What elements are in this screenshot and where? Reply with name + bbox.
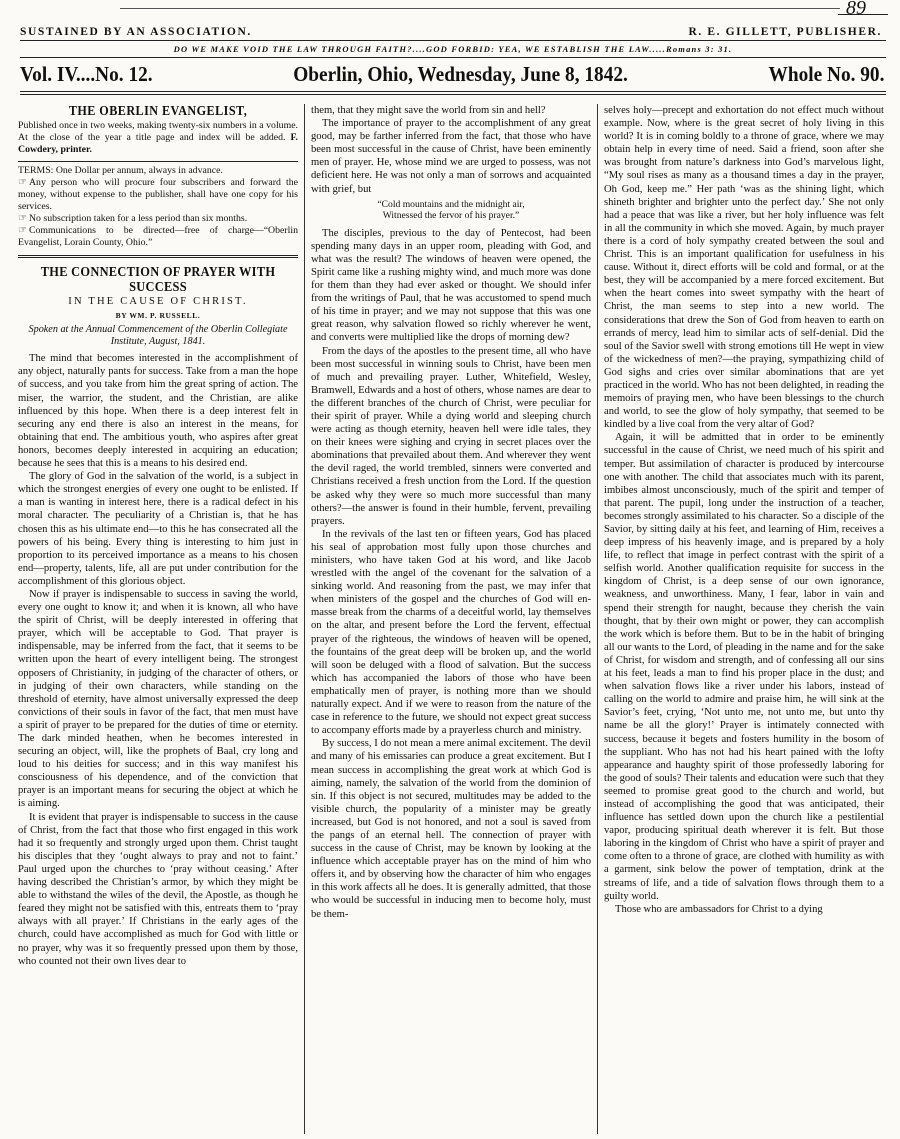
article-byline: BY WM. P. RUSSELL. (115, 311, 201, 321)
motto: DO WE MAKE VOID THE LAW THROUGH FAITH?....GOD FORBID: YEA, WE ESTABLISH THE LAW.....Romans 3: 31. (173, 44, 733, 54)
article-title: THE CONNECTION OF PRAYER WITH SUCCESS (40, 264, 276, 295)
notice-terms: TERMS: One Dollar per annum, always in advance. (18, 165, 223, 177)
page-number-underline (838, 14, 888, 15)
paragraph: The disciples, previous to the day of Pentecost, had been spending many days in an upper room, pleading with God, and what was the result? The windows of heaven were opened, the Spirit came like a rushing mighty wind, and much more was done for them than they had ever asked or thought. We should infer from the writings of Paul, that he was accustomed to spend much of his time in prayer; and we may not suppose that this was one great reason, why salvation flowed so richly wherever he went, and converts were multiplied like the drops of morning dew? (311, 227, 591, 344)
pointing-hand-icon: ☞ (18, 177, 27, 189)
publisher-line: R. E. GILLETT, PUBLISHER. (688, 26, 882, 38)
notice-term-1: ☞ Any person who will procure four subscribers and forward the money, without expense to the publisher, shall have one copy for his services. (18, 177, 298, 213)
pointing-hand-icon: ☞ (18, 213, 27, 225)
verse-quote: “Cold mountains and the midnight air, Witnessed the fervor of his prayer.” (377, 198, 525, 222)
columns (12, 104, 890, 1134)
notice-term-3: ☞ Communications to be directed—free of charge—“Oberlin Evangelist, Lorain County, Ohio.” (18, 225, 298, 249)
paragraph: In the revivals of the last ten or fifteen years, God has placed his seal of approbation most fully upon those churches and ministers, who have taken God at his word, and like Jacob wrestled with the angel of the covenant for the salvation of a sinking world. And reasoning from the past, we may infer that when ministers of the gospel and the churches of God will en-masse break from the charms of a deceitful world, lay themselves on the altar, and present before the Lord the fervent, effectual prayer of the righteous, the windows of heaven will be opened, the fountains of the great deep will be broken up, and the world will soon be deluged with a flood of salvation. But the success which has accompanied the labors of those who have been emphatically men of prayer, is nothing more than we should naturally expect. And if we were to reason from the nature of the case in reference to the future, we should not expect great success to accompany efforts made by a prayerless church and ministry. (311, 528, 591, 737)
column-1 (12, 104, 304, 1134)
article-separator (18, 255, 298, 258)
paragraph: From the days of the apostles to the present time, all who have been most successful in winning souls to Christ, have been men of much and prevailing prayer. Luther, Whitefield, Wesley, Bramwell, Edwards and a host of others, whose names are dear to the different branches of the church of Christ, were peculiar for their spirit of prayer. While a dying world and sleeping church were acting as though eternity, heaven hell were idle tales, they on their knees were sighing and crying in secret places over the abominations that prevailed about them. And wherever they went the devil raged, the world trembled, sinners were converted and Christians received a fresh unction from the Lord. If the question be asked why they were so much more successful than many others?—the answer is found in their humble, fervent, prevailing prayers. (311, 345, 591, 527)
page-number: 89 (846, 0, 866, 19)
paragraph: By success, I do not mean a mere animal excitement. The devil and many of his emissaries can produce a great excitement. But I mean success in accomplishing the great work at which God is aiming, namely, the salvation of the world from the dominion of sin. If this object is not secured, multitudes may be added to the visible church, the popularity of a minister may be greatly increased, but God is not honored, and not a soul is saved from the pangs of an eternal hell. The connection of prayer with success in the cause of Christ, may be known by looking at the influence which acceptable prayer has on the mind of him who offers it, and by observing how the character of him who engages in this work affects all he does. It is generally admitted, that those who would be successful in inducing men to become holy, must be them- (311, 738, 591, 920)
paragraph: The glory of God in the salvation of the world, is a subject in which the strongest energies of every one ought to be enlisted. If a man is wanting in interest here, there is a radical defect in his moral character. The peculiarity of a Christian is, that he has chosen this as his ultimate end—to this he has consecrated all the powers of his being. Every thing is interesting to him just in proportion to its perceived importance as a means to his chosen end—property, talents, life, all are put under contribution for the accomplishment of this glorious object. (18, 471, 298, 587)
paragraph: selves holy—precept and exhortation do not effect much without example. Now, where is the great secret of holy living in this world? It is in coming boldly to a throne of grace, where we may obtain help in every time of need. Said a friend, soon after she was brought from nature’s darkness into God’s marvelous light, “My soul rises as many as a thousand times a day in the prayer, Oh God, keep me.” Her path ‘was as the shining light, which shineth brighter and brighter unto the perfect day.’ She not only had a peace that was like a river, but her holy influence was felt in all the community in which she moved. Again, by much prayer there is a cord of holy sympathy created between the soul and Christ. This is an important qualification for usefulness in his cause. Without it, direct efforts will be cold and formal, or at the best, they will be accompanied by a mere forced excitement. But when the heart comes into sweet sympathy with the heart of Christ, the man seems to step into a new world. The considerations that drew the Son of God from heaven to earth on errands of mercy, lead him to similar acts of self-denial. Did the soul of the Savior swell with strong emotions till He wept in view of the wickedness of men?—the praying, sympathizing child of God sighs and cries over similar abominations that are yet practiced in the world. Who has not been delighted, in reading the memoirs of praying men, who have been blessings to the church and world, to see the glow of holy sympathy, that seemed to be kindled by a live coal from the very altar of God? (604, 105, 884, 431)
dateline (20, 58, 884, 91)
place-date: Oberlin, Ohio, Wednesday, June 8, 1842. (293, 62, 628, 86)
association-line: SUSTAINED BY AN ASSOCIATION. (20, 26, 252, 38)
column-2 (304, 104, 597, 1134)
paragraph: them, that they might save the world from sin and hell? (311, 105, 546, 116)
volume-number: Vol. IV....No. 12. (20, 62, 153, 86)
paragraph: Again, it will be admitted that in order to be eminently successful in the cause of Christ, we need much of his spirit and temper. But assimilation of character is produced by intercourse one with another. The child that associates much with its parent, imbibes almost unconsciously, much of the spirit and temper of that parent. The pupil, long under the instruction of a teacher, becomes strongly assimilated to his character. So a disciple of the Savior, by sitting daily at his feet, and learning of Him, receives a deep impress of his heavenly image, and is prepared by a holy life, to reflect that image in perfect contrast with the spirit of a selfish world. Another qualification requisite for success in the kingdom of Christ, is a deep sense of our own ignorance, weakness, and unworthiness. Many, I fear, labor in vain and spend their strength for naught, because they cherish the vain thought, that by their own might or power, they can accomplish the work which is before them. But to be in the habit of bringing all our wants to the Lord, of pleading in the name and for the sake of Christ, for wisdom and strength, and of confessing all our sins at his feet, leads a man to find his proper place in the dust; and when salvation flows like a river under his labors, instead of calling on the world to admire and praise him, he will sink at the Savior’s feet, crying, ‘Not unto me, not unto me, but unto thy name be all the glory!’ Prayer is intimately connected with success, because it begets and fosters humility in the bosom of the suppliant. Who has not had his heart pained with the lofty appearance and haughty spirit of those professedly laboring for the good of souls? Their talents and education were such that they seemed to promise great good to the church and world, but instead of accomplishing the good that was anticipated, their influence has settled down upon the church like a pestilential vapor, producing spiritual death wherever it is felt. But those laboring in the kingdom of Christ who have a spirit of prayer and come often to a throne of grace, are clothed with humility as with a garment, sink below the power of temptation, drink at the streams of life, and a tide of salvation flows through them to a guilty world. (604, 432, 884, 902)
column-3 (597, 104, 890, 1134)
notice-rule (18, 161, 298, 162)
article-subtitle: IN THE CAUSE OF CHRIST. (68, 296, 248, 308)
paragraph: It is evident that prayer is indispensable to success in the cause of Christ, from the fact that those who first engaged in this work had it so frequently and strongly urged upon them. Christ taught his disciples that they ‘ought always to pray and not to faint.’ Paul urged upon the churches to ‘pray without ceasing.’ After having described the Christian’s armor, by which they might be able to withstand the wiles of the devil, the Apostle, as though he feared they might not be satisfied with this, entreats them to ‘pray always with all prayer.’ If Christians in the early ages of the church, could have accomplished as much for God with little or no prayer, why was it so frequently pressed upon them by those, who counted not their own lives dear to (18, 811, 298, 967)
dateline-rule (20, 91, 886, 92)
paragraph: The mind that becomes interested in the accomplishment of any object, naturally pants for success. Take from a man the hope of success, and you take from him the great spring of action. The miser, the warrior, the student, and the Christian, are alike influenced by this hope. When there is a deep interest felt in securing any end there is also an interest in the means, for obtaining that end. The ambitious youth, who aspires after great honors, becomes deeply interested in acquiring an education; because he sees that this is a means to his desired end. (18, 353, 298, 470)
paragraph: Now if prayer is indispensable to success in saving the world, every one ought to know it; and when it is known, all who have the spirit of Christ, will be deeply interested in offering that prayer, which will be acceptable to God. That prayer is indispensable, may be inferred from the fact, that it seems to be written upon the heart of every intelligent being. The strongest opposers of Christianity, in judging of the character of others, or in judging of their own characters, while standing on the threshold of eternity, have almost universally expressed the deep convictions of their souls in favor of the fact, that men must have a spirit of prayer to be prepared for the duties of time or eternity. The dark minded heathen, when he becomes interested in securing an object, will, like the prophets of Baal, cry long and loud to his deities for success; and in this way manifest his consciousness of his dependence, and of the conviction that prayer is an important means for securing the object at which he is aiming. (18, 588, 298, 810)
printer-credit: F. Cowdery, printer. (18, 132, 298, 156)
dateline-rule-2 (20, 94, 886, 95)
notice-title: THE OBERLIN EVANGELIST, (68, 104, 248, 118)
top-edge-rule (120, 8, 840, 9)
notice-text: Published once in two weeks, making twenty-six numbers in a volume. At the close of the year a title page and index will be added. F. Cowdery, printer. (18, 120, 298, 156)
notice-term-2: ☞ No subscription taken for a less period than six months. (18, 213, 248, 225)
paragraph: The importance of prayer to the accomplishment of any great good, may be farther inferred from the fact, that those who have been most successful in the cause of Christ, have been eminently men of prayer. He, whose mind we are urged to possess, was not deficient here. He was not only a man of sorrows and acquainted with grief, but (311, 118, 591, 195)
masthead (20, 20, 886, 94)
paragraph: Those who are ambassadors for Christ to a dying (615, 903, 823, 915)
pointing-hand-icon: ☞ (18, 225, 27, 237)
masthead-top-line (20, 20, 886, 40)
article-occasion: Spoken at the Annual Commencement of the Oberlin Collegiate Institute, August, 1841. (28, 324, 288, 348)
whole-number: Whole No. 90. (768, 62, 885, 86)
